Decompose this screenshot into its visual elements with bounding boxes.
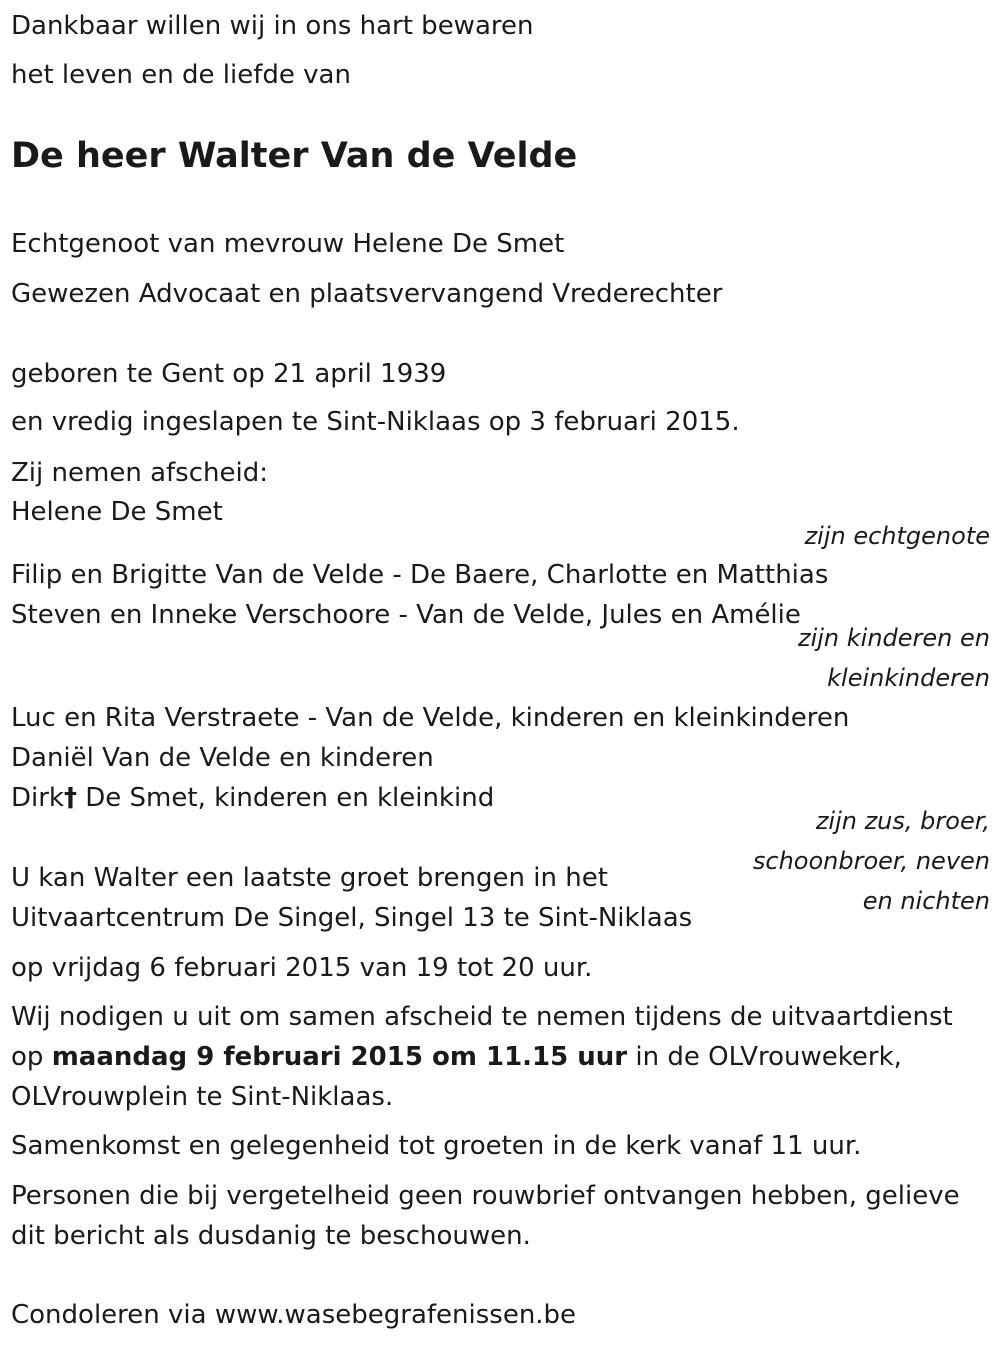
siblings-role-label: [753, 801, 990, 921]
birth-line: geboren te Gent op 21 april 1939: [11, 359, 447, 389]
siblings-role-line-1: zijn zus, broer,: [815, 807, 990, 835]
visit-line-1: U kan Walter een laatste groet brengen in het: [11, 863, 608, 893]
siblings-role-line-2: schoonbroer, neven: [752, 847, 990, 875]
dirk-first-name: Dirk: [11, 783, 64, 813]
notice-line-2: dit bericht als dusdanig te beschouwen.: [11, 1221, 531, 1251]
children-role-line-1: zijn kinderen en: [798, 624, 990, 652]
siblings-line-2: Daniël Van de Velde en kinderen: [11, 743, 434, 773]
children-role-line-2: kleinkinderen: [827, 664, 990, 692]
service-suffix: in de OLVrouwekerk,: [627, 1042, 902, 1072]
spouse-role-text: zijn echtgenote: [804, 522, 990, 550]
visit-line-2: Uitvaartcentrum De Singel, Singel 13 te Sint-Niklaas: [11, 903, 693, 933]
service-line-3: OLVrouwplein te Sint-Niklaas.: [11, 1082, 394, 1112]
intro-line-2: het leven en de liefde van: [11, 60, 351, 90]
deceased-name: De heer Walter Van de Velde: [11, 136, 578, 176]
children-role-label: [798, 618, 990, 698]
farewell-heading: Zij nemen afscheid:: [11, 458, 268, 488]
farewell-spouse: Helene De Smet: [11, 497, 223, 527]
condolence-line: Condoleren via www.wasebegrafenissen.be: [11, 1300, 577, 1330]
spouse-line: Echtgenoot van mevrouw Helene De Smet: [11, 229, 565, 259]
service-prefix: op: [11, 1042, 52, 1072]
siblings-line-1: Luc en Rita Verstraete - Van de Velde, kinderen en kleinkinderen: [11, 703, 850, 733]
dirk-rest: De Smet, kinderen en kleinkind: [77, 783, 495, 813]
service-line-1: Wij nodigen u uit om samen afscheid te nemen tijdens de uitvaartdienst: [11, 1002, 953, 1032]
siblings-role-line-3: en nichten: [862, 887, 990, 915]
service-date-time: maandag 9 februari 2015 om 11.15 uur: [51, 1042, 628, 1072]
profession-line: Gewezen Advocaat en plaatsvervangend Vrederechter: [11, 279, 723, 309]
deceased-cross-icon: †: [64, 783, 77, 813]
visit-line-3: op vrijdag 6 februari 2015 van 19 tot 20 uur.: [11, 953, 593, 983]
death-line: en vredig ingeslapen te Sint-Niklaas op 3 februari 2015.: [11, 407, 740, 437]
gathering-line: Samenkomst en gelegenheid tot groeten in de kerk vanaf 11 uur.: [11, 1131, 862, 1161]
siblings-line-3: [11, 782, 494, 814]
spouse-role-label: [805, 516, 990, 556]
notice-line-1: Personen die bij vergetelheid geen rouwbrief ontvangen hebben, gelieve: [11, 1181, 960, 1211]
children-line-1: Filip en Brigitte Van de Velde - De Baere, Charlotte en Matthias: [11, 560, 829, 590]
children-line-2: Steven en Inneke Verschoore - Van de Velde, Jules en Amélie: [11, 600, 801, 630]
service-line-2: [11, 1041, 902, 1073]
intro-line-1: Dankbaar willen wij in ons hart bewaren: [11, 11, 534, 41]
